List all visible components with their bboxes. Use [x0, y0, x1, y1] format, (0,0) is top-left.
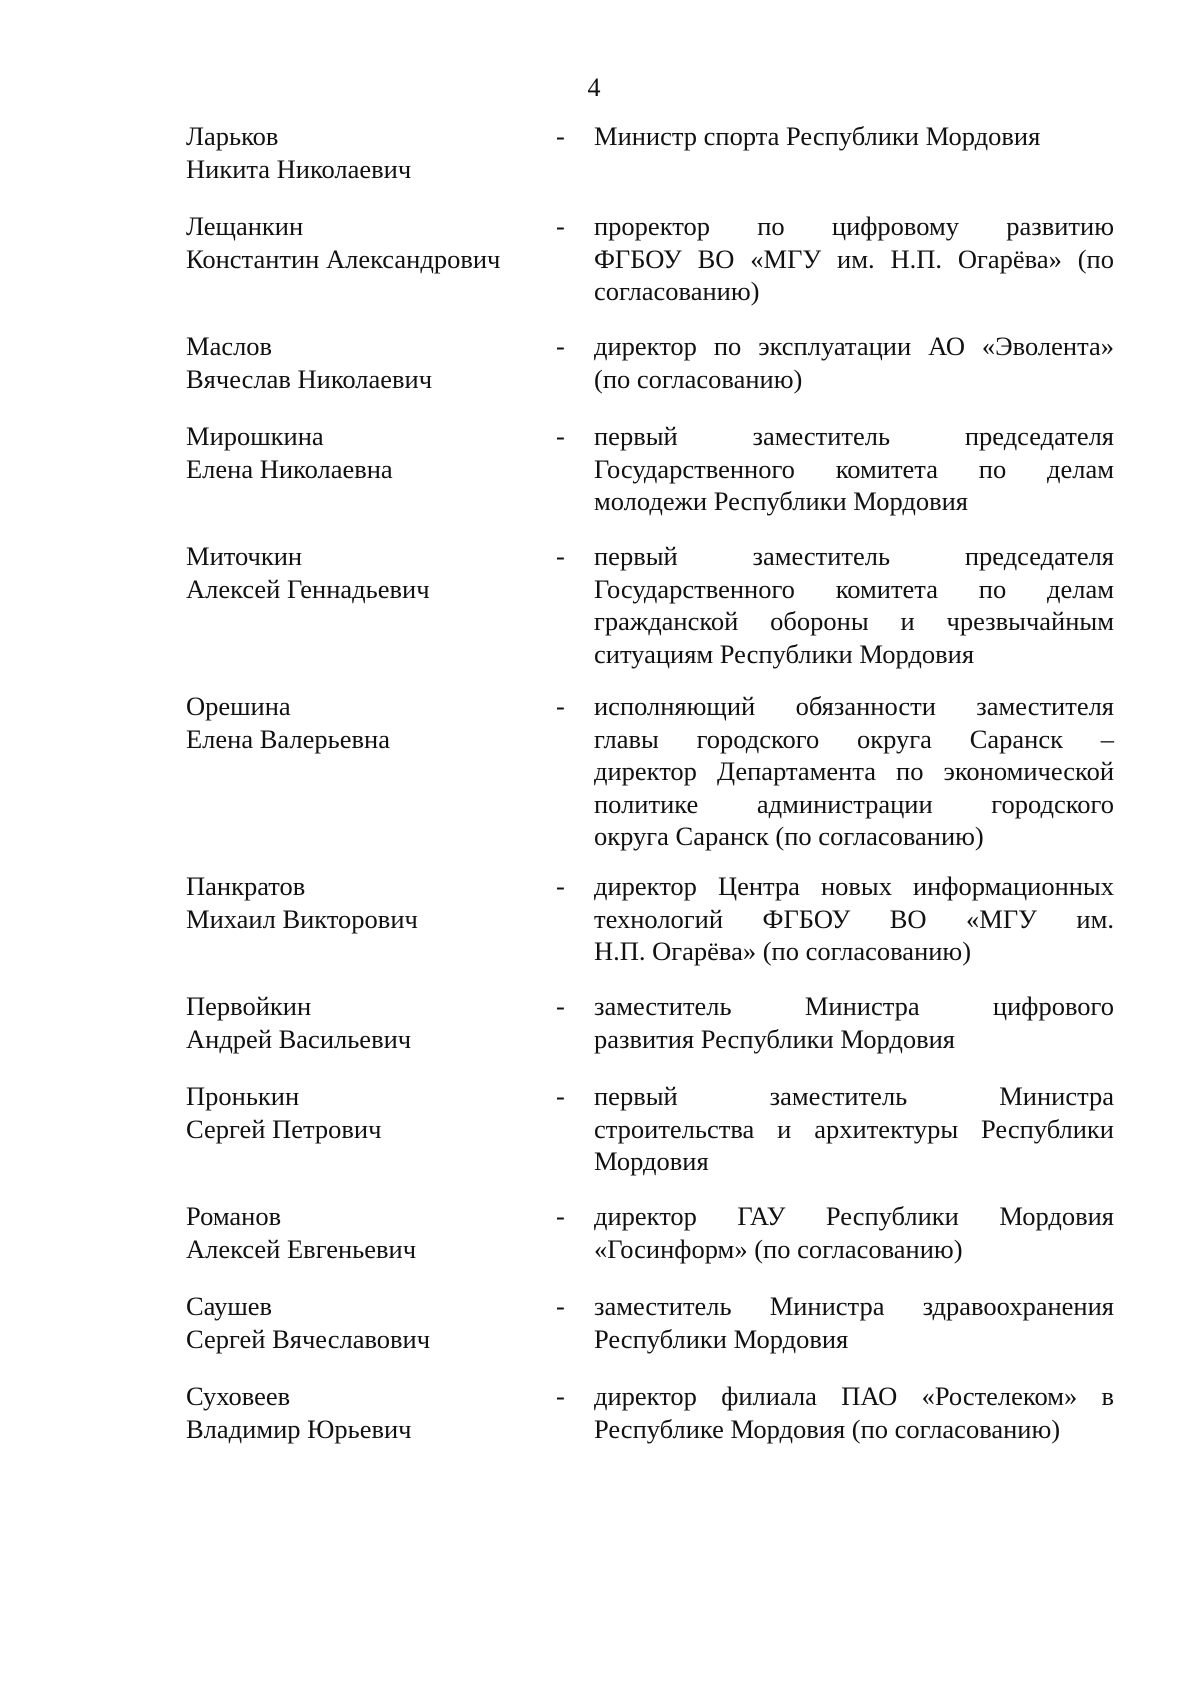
member-position	[594, 870, 1114, 968]
member-name	[186, 420, 566, 485]
position-line: округа Саранск (по согласованию)	[594, 821, 984, 851]
member-given-names: Андрей Васильевич	[186, 1023, 412, 1054]
position-line: первый заместитель председателя	[594, 541, 1114, 571]
position-line: ситуациям Республики Мордовия	[594, 638, 975, 669]
member-name	[186, 330, 566, 395]
page-number: 4	[587, 73, 601, 102]
position-line: Министр спорта Республики Мордовия	[594, 121, 1041, 151]
member-position	[594, 1290, 1114, 1355]
member-surname: Первойкин	[186, 991, 312, 1021]
separator-dash: -	[556, 1081, 565, 1111]
position-line: директор филиала ПАО «Ростелеком» в	[594, 1381, 1114, 1411]
member-position	[594, 690, 1114, 853]
member-given-names: Елена Валерьевна	[186, 723, 390, 754]
position-line: директор ГАУ Республики Мордовия	[594, 1201, 1114, 1231]
separator-dash: -	[556, 871, 565, 901]
member-name	[186, 540, 566, 605]
member-surname: Мирошкина	[186, 421, 324, 451]
position-line: заместитель Министра цифрового	[594, 991, 1114, 1021]
separator-dash: -	[556, 1291, 565, 1321]
member-name	[186, 690, 566, 755]
separator-dash: -	[556, 331, 565, 361]
member-given-names: Сергей Петрович	[186, 1113, 382, 1144]
member-surname: Романов	[186, 1201, 282, 1231]
position-line: Государственного комитета по делам	[594, 573, 1114, 604]
member-surname: Лещанкин	[186, 211, 304, 241]
position-line: Республике Мордовия (по согласованию)	[594, 1413, 1061, 1444]
member-position	[594, 1200, 1114, 1265]
member-surname: Панкратов	[186, 871, 306, 901]
member-given-names: Никита Николаевич	[186, 153, 412, 184]
member-name	[186, 1200, 566, 1265]
member-given-names: Вячеслав Николаевич	[186, 363, 433, 394]
position-line: проректор по цифровому развитию	[594, 211, 1114, 241]
separator-dash: -	[556, 541, 565, 571]
position-line: строительства и архитектуры Республики	[594, 1113, 1114, 1144]
member-given-names: Алексей Евгеньевич	[186, 1233, 417, 1264]
member-name	[186, 1290, 566, 1355]
separator-dash: -	[556, 691, 565, 721]
member-name	[186, 120, 566, 185]
position-line: Мордовия	[594, 1146, 709, 1176]
member-name	[186, 210, 566, 275]
member-position	[594, 1380, 1114, 1445]
separator-dash: -	[556, 1381, 565, 1411]
position-line: Н.П. Огарёва» (по согласованию)	[594, 936, 972, 966]
position-line: (по согласованию)	[594, 363, 803, 394]
member-surname: Суховеев	[186, 1381, 291, 1411]
member-given-names: Сергей Вячеславович	[186, 1323, 431, 1354]
position-line: ФГБОУ ВО «МГУ им. Н.П. Огарёва» (по	[594, 243, 1114, 274]
member-given-names: Алексей Геннадьевич	[186, 573, 430, 604]
member-name	[186, 1080, 566, 1145]
position-line: технологий ФГБОУ ВО «МГУ им.	[594, 903, 1114, 934]
member-surname: Миточкин	[186, 541, 303, 571]
member-name	[186, 990, 566, 1055]
separator-dash: -	[556, 1201, 565, 1231]
position-line: развития Республики Мордовия	[594, 1023, 955, 1054]
member-surname: Ларьков	[186, 121, 279, 151]
position-line: директор Центра новых информационных	[594, 871, 1114, 901]
position-line: политике администрации городского	[594, 788, 1114, 819]
member-given-names: Елена Николаевна	[186, 453, 393, 484]
separator-dash: -	[556, 421, 565, 451]
member-position	[594, 210, 1114, 308]
position-line: «Госинформ» (по согласованию)	[594, 1233, 963, 1264]
separator-dash: -	[556, 121, 565, 151]
position-line: директор Департамента по экономической	[594, 756, 1114, 786]
member-surname: Саушев	[186, 1291, 273, 1321]
separator-dash: -	[556, 211, 565, 241]
position-line: молодежи Республики Мордовия	[594, 486, 968, 516]
member-name	[186, 1380, 566, 1445]
position-line: первый заместитель председателя	[594, 421, 1114, 451]
member-position	[594, 990, 1114, 1055]
member-surname: Пронькин	[186, 1081, 300, 1111]
member-name	[186, 870, 566, 935]
member-position	[594, 540, 1114, 670]
position-line: согласованию)	[594, 276, 760, 306]
position-line: Государственного комитета по делам	[594, 453, 1114, 484]
position-line: первый заместитель Министра	[594, 1081, 1114, 1111]
member-given-names: Владимир Юрьевич	[186, 1413, 412, 1444]
position-line: исполняющий обязанности заместителя	[594, 691, 1114, 721]
member-position	[594, 120, 1114, 153]
member-position	[594, 1080, 1114, 1178]
position-line: главы городского округа Саранск –	[594, 723, 1114, 754]
member-given-names: Михаил Викторович	[186, 903, 418, 934]
member-surname: Орешина	[186, 691, 291, 721]
position-line: Республики Мордовия	[594, 1323, 849, 1354]
separator-dash: -	[556, 991, 565, 1021]
member-given-names: Константин Александрович	[186, 243, 501, 274]
position-line: директор по эксплуатации АО «Эволента»	[594, 331, 1114, 361]
member-surname: Маслов	[186, 331, 273, 361]
position-line: заместитель Министра здравоохранения	[594, 1291, 1114, 1321]
member-position	[594, 330, 1114, 395]
position-line: гражданской обороны и чрезвычайным	[594, 606, 1114, 636]
member-position	[594, 420, 1114, 518]
